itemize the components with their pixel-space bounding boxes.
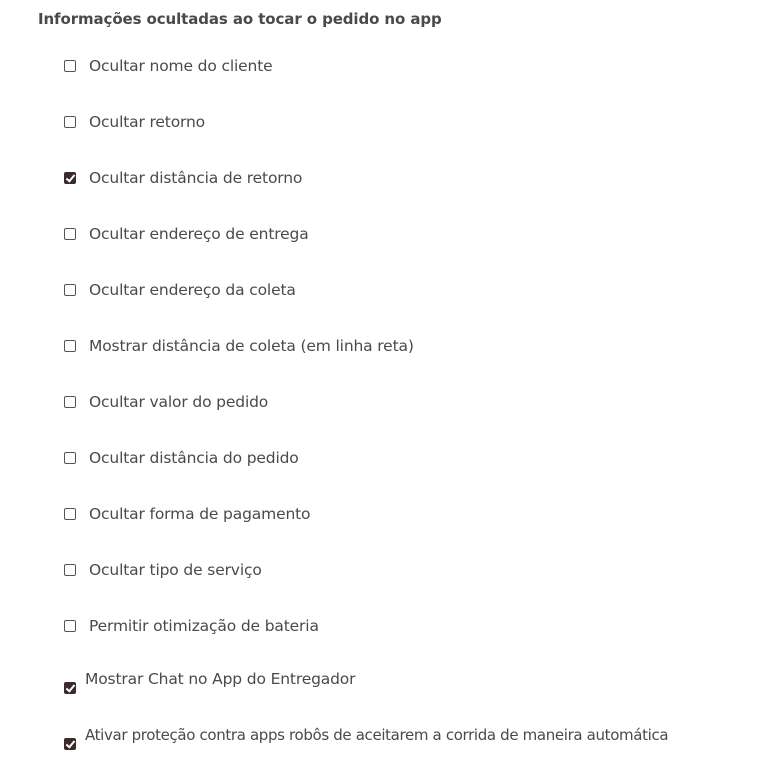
option-label: Mostrar Chat no App do Entregador: [85, 670, 356, 688]
hide-pickup-address-checkbox[interactable]: [64, 284, 76, 296]
option-label: Ocultar forma de pagamento: [89, 505, 311, 523]
hide-order-value-checkbox[interactable]: [64, 396, 76, 408]
hide-customer-name-checkbox[interactable]: [64, 60, 76, 72]
show-courier-chat-checkbox[interactable]: [64, 682, 76, 694]
hide-order-distance-checkbox[interactable]: [64, 452, 76, 464]
option-label: Ocultar distância de retorno: [89, 169, 303, 187]
option-hide-delivery-address[interactable]: [63, 222, 309, 246]
option-anti-bot-protection[interactable]: [63, 728, 668, 752]
option-label: Ocultar nome do cliente: [89, 57, 273, 75]
option-hide-return-distance[interactable]: [63, 166, 302, 190]
option-label: Permitir otimização de bateria: [89, 617, 319, 635]
option-show-courier-chat[interactable]: [63, 672, 355, 696]
option-hide-order-distance[interactable]: [63, 446, 299, 470]
option-label: Ocultar retorno: [89, 113, 206, 131]
hide-payment-method-checkbox[interactable]: [64, 508, 76, 520]
hide-return-checkbox[interactable]: [64, 116, 76, 128]
option-allow-battery-optimization[interactable]: [63, 614, 319, 638]
option-hide-order-value[interactable]: [63, 390, 268, 414]
option-label: Mostrar distância de coleta (em linha reta): [89, 337, 414, 355]
option-label: Ocultar tipo de serviço: [89, 561, 262, 579]
option-hide-return[interactable]: [63, 110, 205, 134]
option-hide-customer-name[interactable]: [63, 54, 273, 78]
option-hide-pickup-address[interactable]: [63, 278, 296, 302]
option-label: Ocultar endereço da coleta: [89, 281, 296, 299]
option-label: Ocultar endereço de entrega: [89, 225, 309, 243]
option-show-pickup-distance[interactable]: [63, 334, 414, 358]
hide-service-type-checkbox[interactable]: [64, 564, 76, 576]
option-label: Ocultar valor do pedido: [89, 393, 269, 411]
allow-battery-optimization-checkbox[interactable]: [64, 620, 76, 632]
option-label: Ocultar distância do pedido: [89, 449, 299, 467]
option-hide-service-type[interactable]: [63, 558, 262, 582]
anti-bot-protection-checkbox[interactable]: [64, 738, 76, 750]
section-title: Informações ocultadas ao tocar o pedido no app: [38, 10, 442, 28]
hide-delivery-address-checkbox[interactable]: [64, 228, 76, 240]
option-label: Ativar proteção contra apps robôs de aceitarem a corrida de maneira automática: [85, 726, 669, 744]
option-hide-payment-method[interactable]: [63, 502, 310, 526]
hide-return-distance-checkbox[interactable]: [64, 172, 76, 184]
show-pickup-distance-checkbox[interactable]: [64, 340, 76, 352]
